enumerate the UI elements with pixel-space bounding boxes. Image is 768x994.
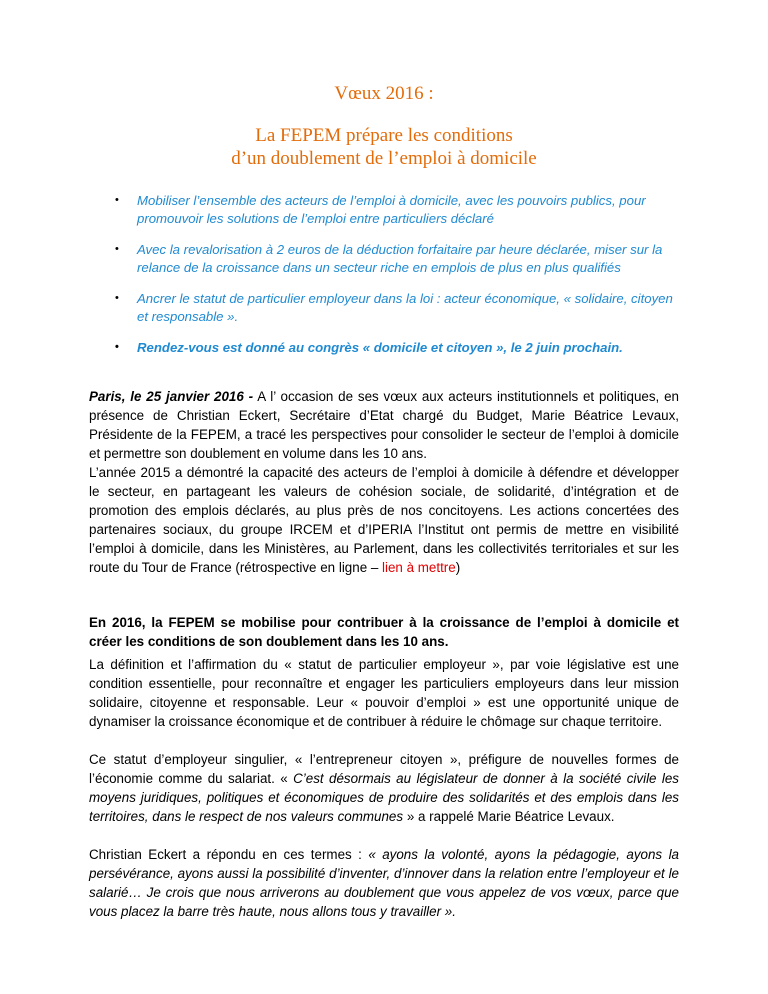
retrospective-link[interactable]: lien à mettre xyxy=(382,560,456,575)
paragraph-2015-text: L’année 2015 a démontré la capacité des acteurs de l’emploi à domicile à défendre et développer le secteur, en partageant les valeurs de cohésion sociale, de solidarité, d’intégration et de promotion des emplois déclarés, au plus près de nos concitoyens. Les actions concertées des partenaires sociaux, du groupe IRCEM et d’IPERIA l’Institut ont permis de mettre en visibilité l’emploi à domicile, dans les Ministères, au Parlement, dans les collectivités territoriales et sur les route du Tour de France (rétrospective en ligne – xyxy=(89,465,679,575)
paragraph-2015 xyxy=(89,463,679,577)
paragraph-employeur-end: » a rappelé Marie Béatrice Levaux. xyxy=(403,809,615,824)
dateline: Paris, le 25 janvier 2016 - xyxy=(89,389,254,404)
bullet-text: Mobiliser l’ensemble des acteurs de l’emploi à domicile, avec les pouvoirs publics, pour promouvoir les solutions de l’emploi entre particuliers déclaré xyxy=(137,193,646,226)
bullet-text: Ancrer le statut de particulier employeur dans la loi : acteur économique, « solidaire, citoyen et responsable ». xyxy=(137,291,673,324)
levaux-quote: C’est désormais au législateur de donner à la société civile les moyens juridiques, politiques et économiques de produire des solidarités et des emplois dans les territoires, dans le respect de nos valeurs communes xyxy=(89,771,679,824)
title-line-2: La FEPEM prépare les conditions xyxy=(255,125,513,146)
summary-bullets xyxy=(89,192,679,371)
title-block xyxy=(89,124,679,170)
paragraph-employeur xyxy=(89,750,679,826)
bullet-icon: • xyxy=(115,194,119,206)
paragraph-statut: La définition et l’affirmation du « statut de particulier employeur », par voie législative est une condition essentielle, pour reconnaître et engager les particuliers employeurs dans leur mission solidaire, citoyenne et responsable. Leur « pouvoir d’emploi » est une opportunité unique de dynamiser la croissance économique et de contribuer à réduire le chômage sur chaque territoire. xyxy=(89,657,679,729)
eckert-quote: « ayons la volonté, ayons la pédagogie, ayons la persévérance, ayons aussi la possibilité d’inventer, d’innover dans la relation entre l’employeur et le salarié… Je crois que nous arriverons au doublement que vous appelez de vos vœux, parce que vous placez la barre très haute, nous allons tous y travailler ». xyxy=(89,847,679,919)
paragraph-intro-text: A l’ occasion de ses vœux aux acteurs institutionnels et politiques, en présence de Christian Eckert, Secrétaire d’Etat chargé du Budget, Marie Béatrice Levaux, Présidente de la FEPEM, a tracé les perspectives pour consolider le secteur de l’emploi à domicile et permettre son doublement en volume dans les 10 ans. xyxy=(89,389,679,461)
section-heading-2016: En 2016, la FEPEM se mobilise pour contribuer à la croissance de l’emploi à domicile et créer les conditions de son doublement dans les 10 ans. xyxy=(89,615,679,649)
bullet-item xyxy=(89,241,679,276)
bullet-item xyxy=(89,290,679,325)
bullet-item xyxy=(89,192,679,227)
paragraph-eckert xyxy=(89,845,679,921)
title-line-1: Vœux 2016 : xyxy=(334,83,434,104)
bullet-icon: • xyxy=(115,292,119,304)
bullet-text: Rendez-vous est donné au congrès « domicile et citoyen », le 2 juin prochain. xyxy=(137,340,623,355)
paragraph-2015-end: ) xyxy=(455,560,461,575)
paragraph-eckert-text: Christian Eckert a répondu en ces termes : xyxy=(89,847,369,862)
paragraph-intro xyxy=(89,387,679,463)
bullet-icon: • xyxy=(115,341,119,353)
bullet-item xyxy=(89,339,679,357)
title-line-3: d’un doublement de l’emploi à domicile xyxy=(231,148,537,169)
paragraph-employeur-text: Ce statut d’employeur singulier, « l’entrepreneur citoyen », préfigure de nouvelles formes de l’économie comme du salariat. « xyxy=(89,752,679,786)
bullet-text: Avec la revalorisation à 2 euros de la déduction forfaitaire par heure déclarée, miser sur la relance de la croissance dans un secteur riche en emplois de plus en plus qualifiés xyxy=(137,242,663,275)
bullet-icon: • xyxy=(115,243,119,255)
